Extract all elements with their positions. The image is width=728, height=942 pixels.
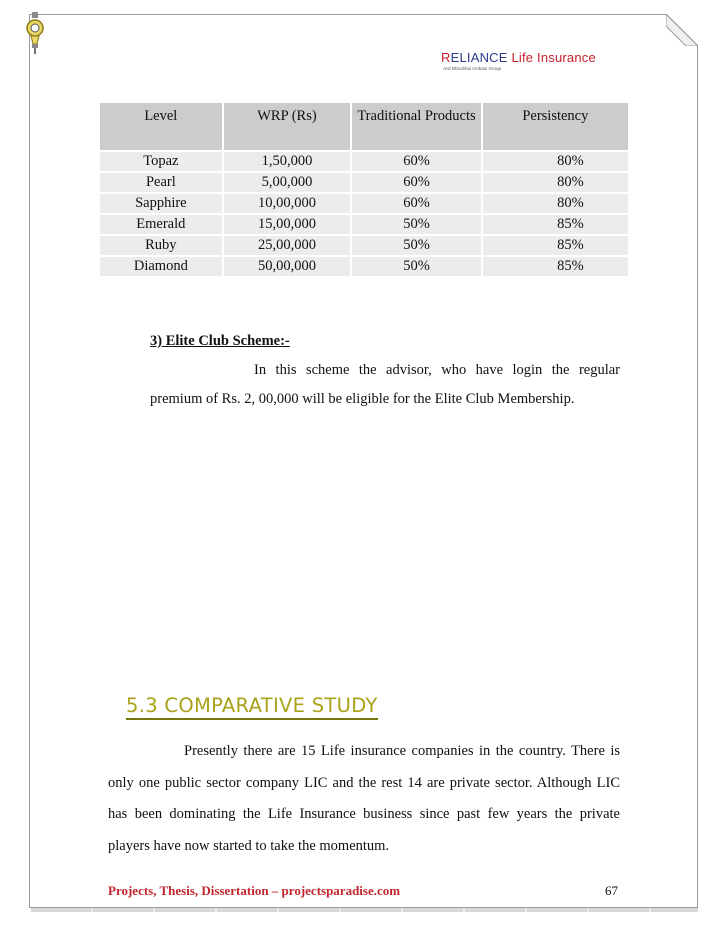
table-row	[100, 257, 628, 276]
levels-table	[100, 101, 628, 278]
table-row	[100, 215, 628, 234]
page-number: 67	[605, 883, 618, 898]
cell-wrp: 1,50,000	[224, 152, 353, 171]
header-traditional-products: Traditional Products	[352, 103, 482, 150]
table-header-row	[100, 103, 628, 150]
cell-level: Pearl	[100, 173, 224, 192]
table-row	[100, 173, 628, 192]
cell-persistency: 80%	[483, 194, 628, 213]
table-row	[100, 236, 628, 255]
header-wrp: WRP (Rs)	[224, 103, 353, 150]
elite-club-paragraph: In this scheme the advisor, who have login the regular premium of Rs. 2, 00,000 will be eligible for the Elite Club Membership.	[150, 362, 620, 407]
cell-wrp: 50,00,000	[224, 257, 353, 276]
logo-life-insurance: Life Insurance	[511, 50, 596, 65]
cell-traditional: 50%	[352, 215, 482, 234]
logo-word: ELIANCE	[450, 50, 508, 65]
header-level: Level	[100, 103, 224, 150]
table-row	[100, 152, 628, 171]
section-heading: 5.3 COMPARATIVE STUDY	[126, 694, 378, 720]
cell-traditional: 50%	[352, 236, 482, 255]
cell-wrp: 25,00,000	[224, 236, 353, 255]
comparative-study-paragraph: Presently there are 15 Life insurance companies in the country. There is only one public sector company LIC and the rest 14 are private sector. Although LIC has been dominating the Life Insurance business since past few years the private players have now started to take the momentum.	[108, 743, 620, 854]
header-persistency: Persistency	[483, 103, 628, 150]
logo-letter: R	[441, 50, 451, 65]
page-fold-corner	[666, 14, 698, 46]
cell-persistency: 85%	[483, 257, 628, 276]
logo-subtitle: Anil Dhirubhai Ambani Group	[443, 66, 502, 71]
table-row	[100, 194, 628, 213]
cell-traditional: 60%	[352, 173, 482, 192]
cell-traditional: 60%	[352, 194, 482, 213]
cell-wrp: 5,00,000	[224, 173, 353, 192]
footer-text: Projects, Thesis, Dissertation – projectsparadise.com	[108, 883, 401, 898]
cell-wrp: 10,00,000	[224, 194, 353, 213]
cell-wrp: 15,00,000	[224, 215, 353, 234]
cell-level: Emerald	[100, 215, 224, 234]
cell-persistency: 80%	[483, 152, 628, 171]
elite-club-heading: 3) Elite Club Scheme:-	[150, 333, 290, 349]
page-bottom-shadow	[31, 908, 698, 912]
cell-level: Diamond	[100, 257, 224, 276]
reliance-logo	[441, 50, 621, 74]
cell-persistency: 85%	[483, 236, 628, 255]
cell-persistency: 85%	[483, 215, 628, 234]
cell-level: Ruby	[100, 236, 224, 255]
cell-traditional: 50%	[352, 257, 482, 276]
pushpin-icon	[22, 12, 48, 59]
cell-level: Sapphire	[100, 194, 224, 213]
cell-traditional: 60%	[352, 152, 482, 171]
cell-level: Topaz	[100, 152, 224, 171]
cell-persistency: 80%	[483, 173, 628, 192]
